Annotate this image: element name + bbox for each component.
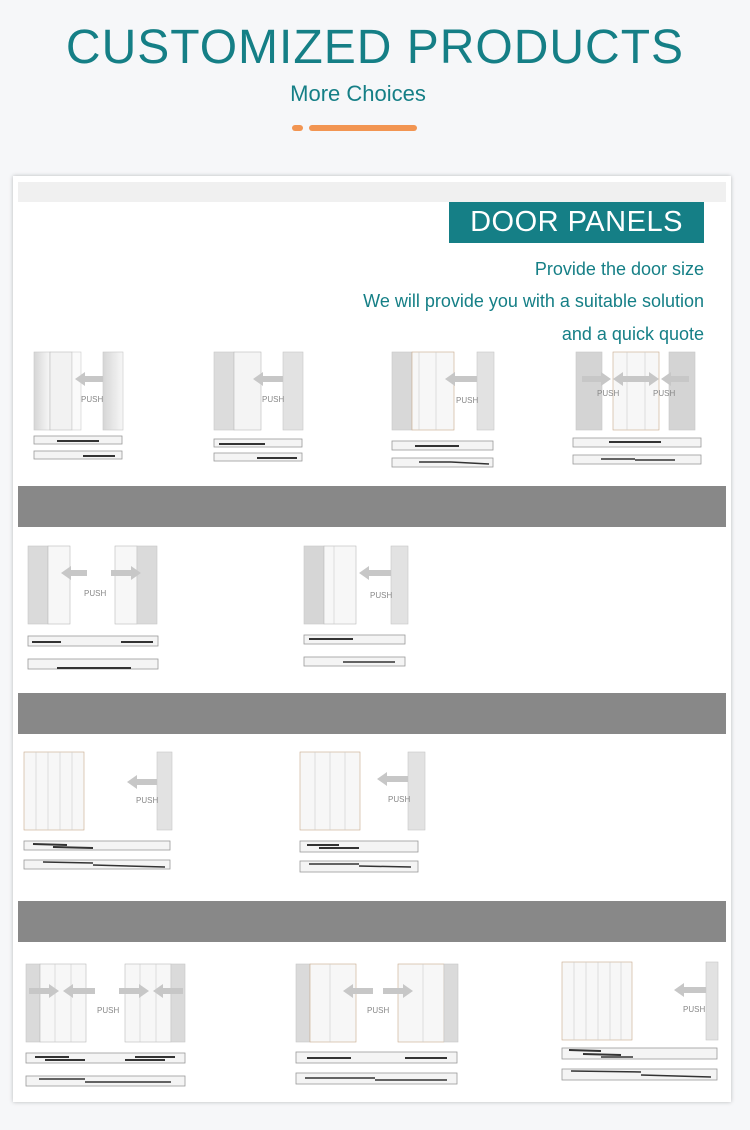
push-label: PUSH <box>84 589 107 598</box>
info-line-door-size: Provide the door size <box>534 259 704 279</box>
info-line-quote: and a quick quote <box>561 324 704 344</box>
door-diagram-stacking-6-panel <box>561 962 726 1097</box>
push-label: PUSH <box>653 389 676 398</box>
decorative-divider-dot <box>292 125 303 131</box>
decorative-divider-bar <box>309 125 417 131</box>
push-label: PUSH <box>81 395 104 404</box>
push-label: PUSH <box>683 1005 706 1014</box>
door-diagram-single-slide-3-panel <box>391 352 501 472</box>
door-diagram-bi-parting-4-panel-wide <box>295 964 465 1099</box>
push-label: PUSH <box>367 1006 390 1015</box>
door-diagram-stacking-5-panel <box>23 752 193 877</box>
section-divider-band <box>18 486 726 527</box>
door-diagram-bi-parting-2-panel <box>27 546 167 676</box>
door-diagram-single-slide-2-panel <box>33 352 143 464</box>
door-panels-card <box>13 176 731 1102</box>
page-subtitle: More Choices <box>290 81 426 106</box>
door-diagram-single-slide-3-panel-compact <box>303 546 423 676</box>
push-label: PUSH <box>262 395 285 404</box>
push-label: PUSH <box>456 396 479 405</box>
push-label: PUSH <box>136 796 159 805</box>
push-label: PUSH <box>388 795 411 804</box>
push-label: PUSH <box>370 591 393 600</box>
section-divider-band <box>18 693 726 734</box>
door-diagram-stacking-4-panel <box>299 752 439 877</box>
door-diagram-bi-parting-6-panel <box>25 964 195 1099</box>
door-diagram-single-slide-1-panel <box>213 352 323 464</box>
door-diagram-bi-parting-4-panel <box>571 352 711 472</box>
push-label: PUSH <box>97 1006 120 1015</box>
page-title: CUSTOMIZED PRODUCTS <box>65 21 685 74</box>
push-label: PUSH <box>597 389 620 398</box>
info-line-solution: We will provide you with a suitable solution <box>363 291 704 311</box>
section-divider-band <box>18 901 726 942</box>
card-top-strip <box>18 182 726 202</box>
door-panels-badge: DOOR PANELS <box>449 202 704 243</box>
